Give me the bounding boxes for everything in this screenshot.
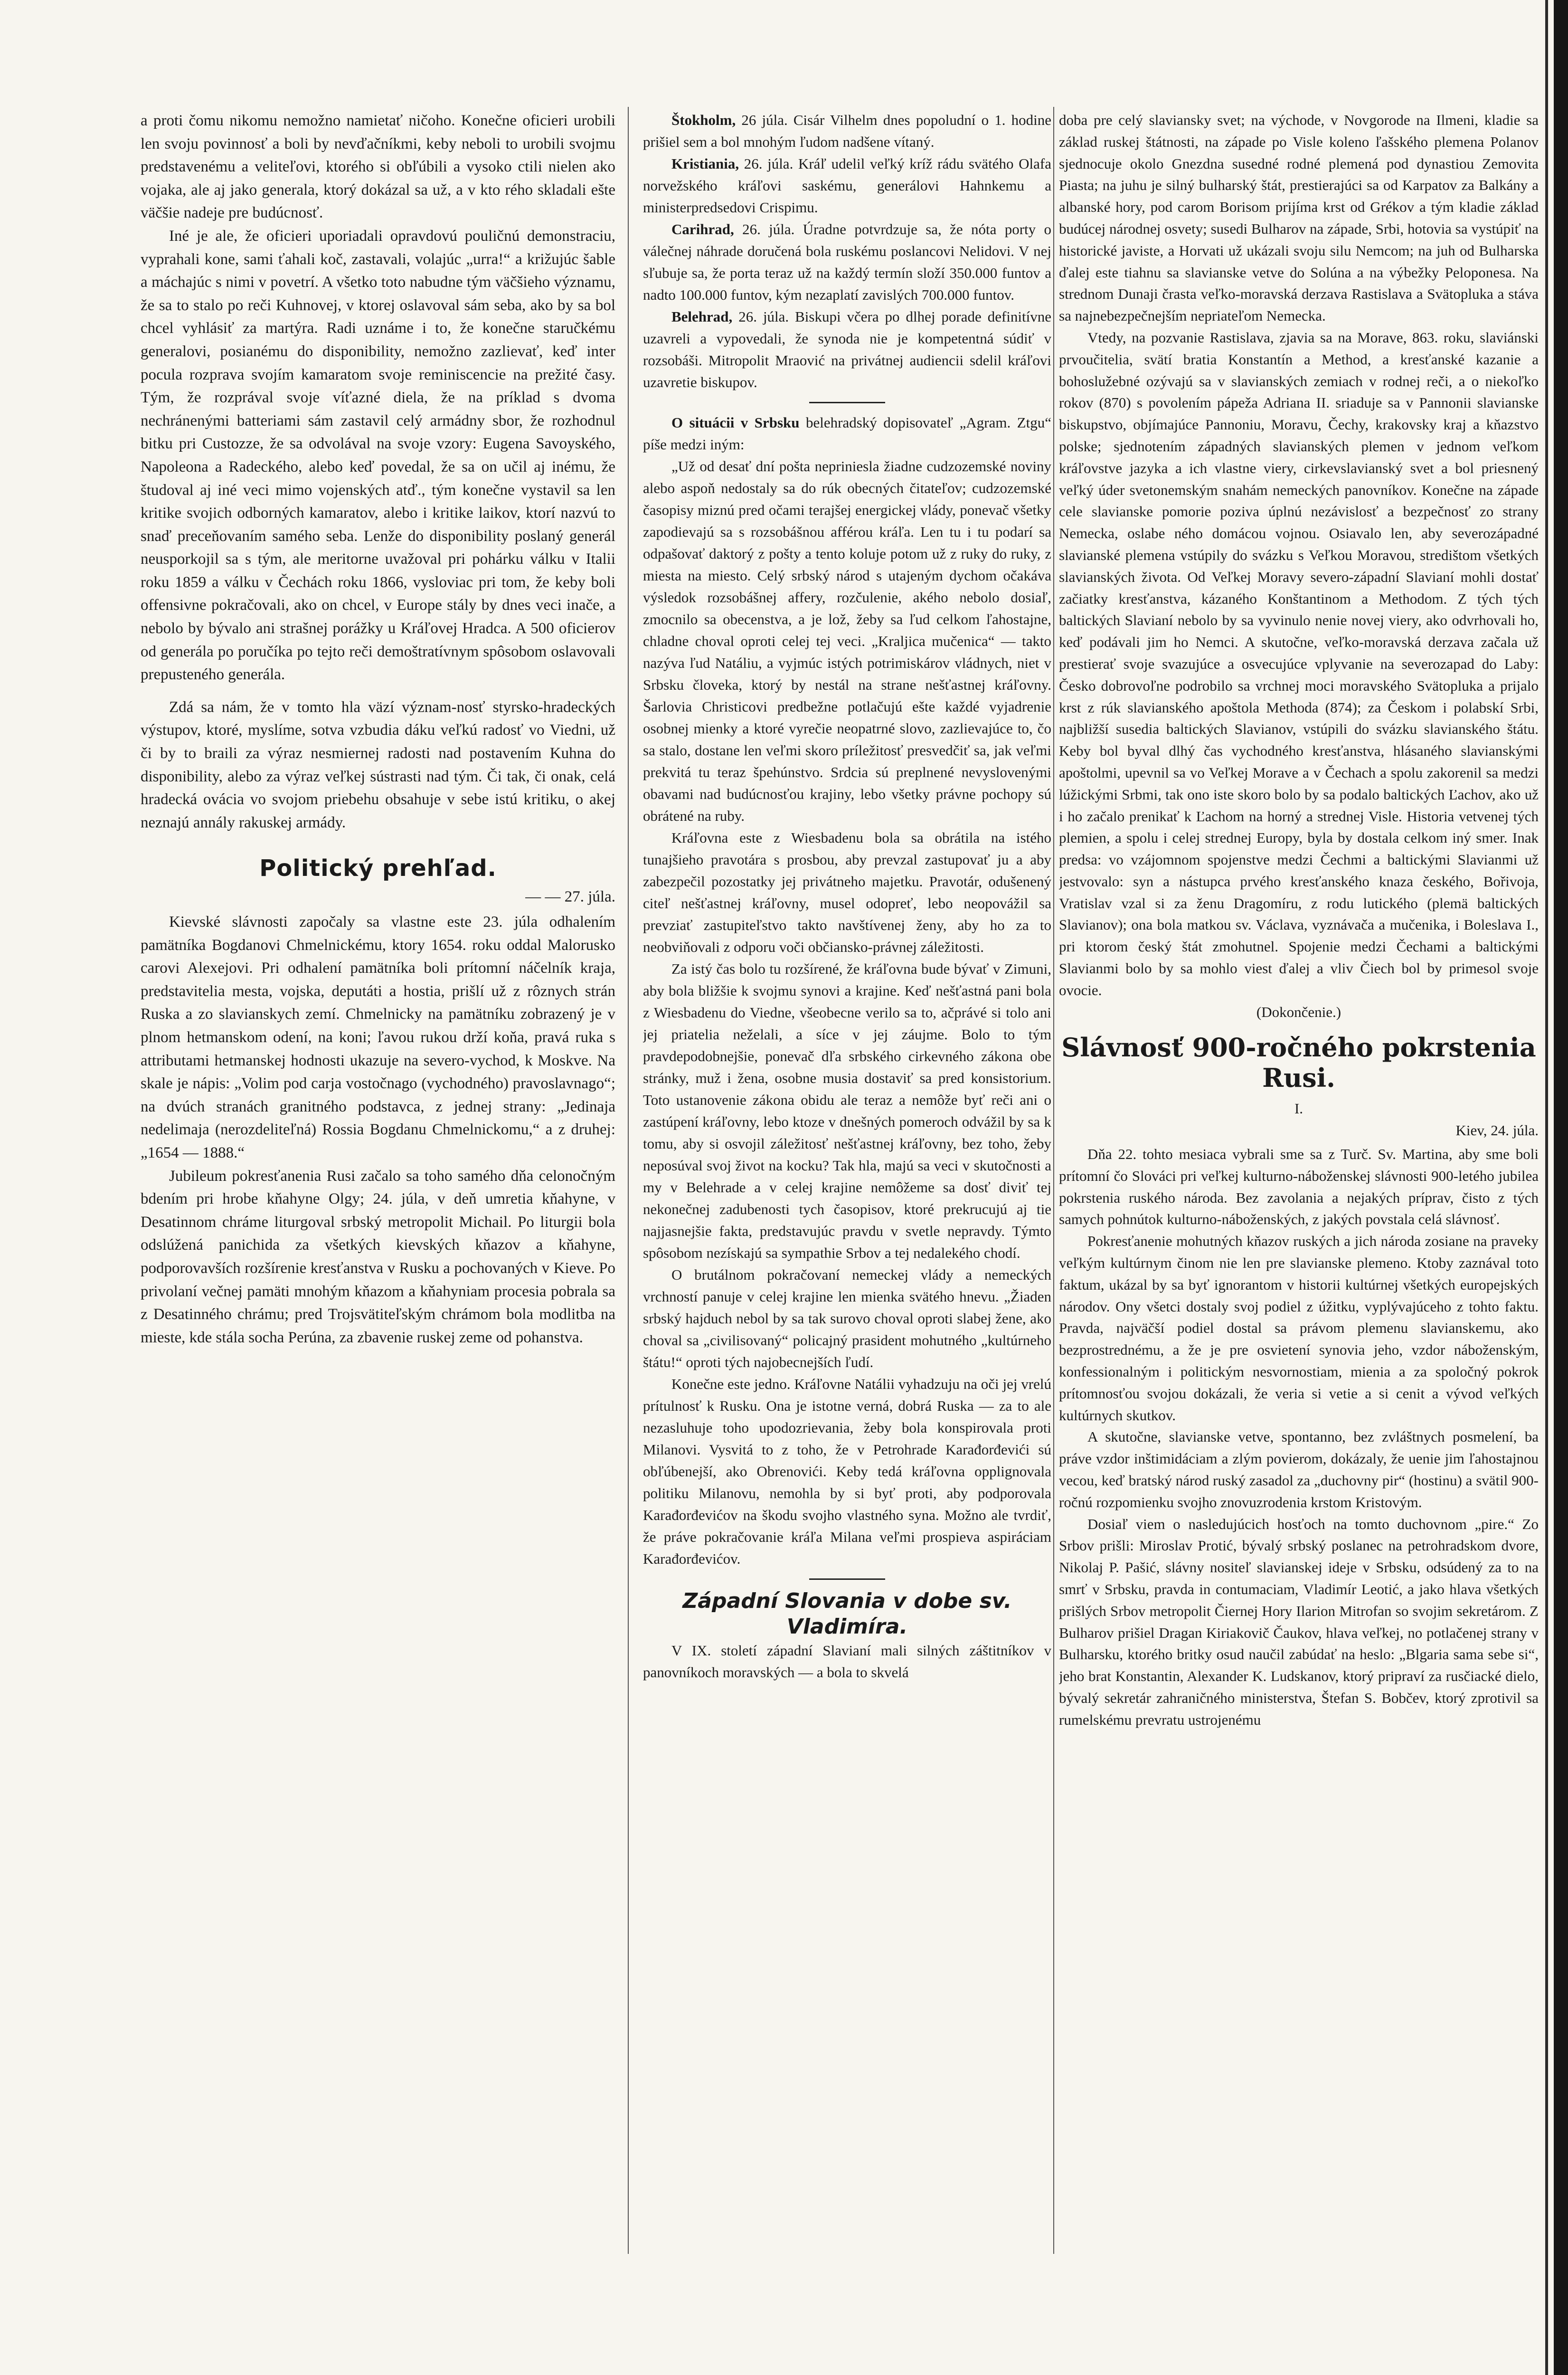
dateline: Kiev, 24. júla.: [1455, 1122, 1539, 1139]
divider: [809, 402, 885, 403]
article-lead: [643, 412, 1051, 456]
paragraph: Dňa 22. tohto mesiaca vybrali sme sa z Turč. Sv. Martina, aby sme boli prítomní čo Slováci pri veľkej kulturno-náboženskej slávnosti 900-letého jubilea pokrstenia ruského národa. Bez zavolania a nejakých príprav, čisto z tých samych pohnútok kulturno-náboženských, z jakých povstala celá slávnosť.: [1059, 1146, 1539, 1228]
paragraph: „Už od desať dní pošta nepriniesla žiadne cudzozemské noviny alebo aspoň nedostaly sa do rúk obecných čitateľov; cudzozemské časopisy miznú pred očami terajšej energickej vlády, ponevač všetky zapodievajú sa s rozsobášnou afférou kráľa. Len tu i tu podarí sa odpašovať daktorý z pošty a tento koluje potom už z ruky do ruky, z miesta na miesto. Celý srbský národ s utajeným dychom očakáva výsledok rozsobášnej affery, rozčulenie, akého nebolo dosiaľ, zmocnilo sa obecenstva, a je lož, žeby sa ľud celkom ľahostajne, chladne choval oproti celej tej veci. „Kraljica mučenica“ — takto nazýva ľud Natáliu, a vyjmúc istých potrimiskárov vládnych, niet v Srbsku človeka, ktorý by nestál na strane nešťastnej kráľovny. Šarlovia Christicovi predbežne potlačujú ešte každé vyjadrenie osobnej mienky a ktoré vyrečie neopatrné slovo, zazlievajúce to, čo sa stalo, dostane len veľmi skoro príležitosť presvedčiť sa, jak veľmi prekvitá tu teraz špehúnstvo. Srdcia sú preplnené nevyslovenými obavami nad budúcnosťou krajiny, lebo všetky právne pochopy sú obrátené na ruby.: [643, 458, 1051, 824]
news-place: Kristiania,: [671, 155, 739, 172]
continuation-note: (Dokončenie.): [1256, 1003, 1341, 1020]
column-2: [643, 109, 1051, 2351]
paragraph: doba pre celý slaviansky svet; na východe, v Novgorode na Ilmeni, kladie sa základ ruskej štátnosti, na západe po Visle koleno ľašského plemena Polanov sjednocuje okolo Gnezdna susedné rodné plemená pod dynastiou Zemovita Piasta; na juhu je silný bulharský štát, prestierajúci sa od Karpatov za Balkány a albanské hory, pod carom Borisom prijíma krst od Grékov a tým kladie základ budúcej národnej osvety; susedi Bulharov na západe, Srbi, hotovia sa vystúpiť na historické javiste, a Horvati už ukázali svoju silu Nemcom; na juh od Bulharska ďalej este tiahnu sa slavianske vetve do Solúna a na výbežky Peloponesa. Na strednom Dunaji črasta veľko-moravská derzava Rastislava a Svätopluka a stáva sa najnebezpečnejším nepriateľom Nemecka.: [1059, 112, 1539, 324]
news-item: [643, 306, 1051, 393]
column-rule-1: [628, 107, 629, 2254]
news-place: Belehrad,: [671, 308, 733, 325]
column-rule-2: [1053, 107, 1054, 2254]
column-1: [141, 109, 615, 2342]
news-text: 26. júla. Kráľ udelil veľký kríž rádu svätého Olafa norvežského kráľovi saskému, generálovi Hahnkemu a ministerpredsedovi Crispimu.: [643, 155, 1051, 216]
paragraph: a proti čomu nikomu nemožno namietať ničoho. Konečne oficieri urobili len svoju povinnosť a boli by nevďačníkmi, keby neboli to urobili svojmu predstavenému a veliteľovi, ktorého si obľúbili a vysoko ctili nielen ako vojaka, ale aj jako generala, ktorý dokázal sa už, a v kto rého skladali ešte väčšie nadeje pre budúcnosť.: [141, 112, 615, 222]
paragraph: Jubileum pokresťanenia Rusi začalo sa toho samého dňa celonočným bdením pri hrobe kňahyne Olgy; 24. júla, v deň umretia kňahyne, v Desatinnom chráme liturgoval srbský metropolit Michail. Po liturgii bola odslúžená panichida za všetkých kievských kňazov a kňahyne, podporovavších rozšírenie kresťanstva v Rusku a pochovaných v Kieve. Po privolaní večnej pamäti mnohým kňazom a kňahyniam procesia pobrala sa z Desatinného chrámu; pred Trojsvätiteľským chrámom bola modlitba na mieste, kde stála socha Perúna, za zbavenie ruskej zeme od pohanstva.: [141, 1167, 615, 1346]
paragraph: Kráľovna este z Wiesbadenu bola sa obrátila na istého tunajšieho pravotára s prosbou, aby prevzal zastupovať ju a aby zabezpečil pozostatky jej privátneho majetku. Pravotár, odušenený citeľ nešťastnej kráľovny, musel odopreť, lebo neopovážil sa prevziať zastupiteľstvo takto navštívenej ženy, aby ho za to neobviňovali z odporu voči občiansko-právnej záležitosti.: [643, 829, 1051, 955]
paragraph: A skutočne, slavianske vetve, spontanno, bez zvláštnych posmelení, ba práve vzdor inštimidáciam a zlým povierom, dokázaly, že uenie jim ľahostajnou vecou, keď bratský národ ruský zasadol za „duchovny pir“ (hostinu) a svätil 900-ročnú rozpomienku svojho znovuzrodenia krstom Kristovým.: [1059, 1428, 1539, 1510]
paragraph: O brutálnom pokračovaní nemeckej vlády a nemeckých vrchností panuje v celej krajine len mienka svätého hnevu. „Žiaden srbský hajduch nebol by sa tak surovo choval oproti slabej žene, ako choval sa „civilisovaný“ policajný prasident mohutného „kultúrneho štátu!“ oproti tých najobecnejších ľudí.: [643, 1266, 1051, 1370]
article-title: Západní Slovania v dobe sv. Vladimíra.: [682, 1589, 1012, 1639]
section-title: Politický prehľad.: [259, 855, 497, 882]
part-number: I.: [1294, 1100, 1304, 1117]
paragraph: Kievské slávnosti započaly sa vlastne este 23. júla odhalením pamätníka Bogdanovi Chmelnickému, ktory 1654. roku oddal Malorusko carovi Alexejovi. Pri odhalení pamätníka boli prítomní náčelník kraja, predstavitelia mesta, vojska, deputáti a hostia, prišlí už z rôznych strán Ruska a zo slavianskych zemí. Chmelnicky na pamätníku zobrazený je v plnom hetmanskom odení, na koni; ľavou rukou drží koňa, pravá ruka s attributami hetmanskej hodnosti ukazuje na severo-vychod, k Moskve. Na skale je nápis: „Volim pod carja vostočnago (vychodného) pravoslavnago“; na dvúch stranách granitného podstavca, z jednej strany: „Jedinaja nedelimaja (nerozdeliteľná) Rossia Bogdanu Chmelnickomu,“ a z druhej: „1654 — 1888.“: [141, 913, 615, 1161]
news-place: Carihrad,: [671, 221, 734, 238]
news-item: [643, 218, 1051, 306]
paragraph: Pokresťanenie mohutných kňazov ruských a jich národa zosiane na praveky veľkým kultúrnym činom nie len pre slavianske plemeno. Ktoby zaznával toto faktum, ukázal by sa byť ignorantom v historii kultúrnej všetkých europejských národov. Ony všetci dostaly svoj podiel z úžitku, vyplývajúceho z tohto faktu. Pravda, najväčší podiel dostal sa právom plemenu slavianskemu, ako bezprostrednému, a že je pre osvietení synovia jeho, vzdor náboženským, konfessionalným i politickým nesvornostiam, mienia a za spoločný pokrok prítomnosťou svojou dokázali, že veria si vetie a si cenit a vývod veľkých kultúrnych skutkov.: [1059, 1233, 1539, 1424]
paragraph: Konečne este jedno. Kráľovne Natálii vyhadzuju na oči jej vrelú prítulnosť k Rusku. Ona je istotne verná, dobrá Ruska — za to ale nezasluhuje toho upodozrievania, žeby bola konspirovala proti Milanovi. Vysvitá to z toho, že v Petrohrade Karađorđevići sú obľúbenejší, ako Obrenovići. Keby tedá kráľovna opplignovala politiku Milanovu, nemohla by si byť proti, aby podporovala Karađorđevićov na škodu svojho vlastného syna. Možno ale tvrdiť, že práve pokračovanie kráľa Milana veľmi prospieva aspiráciam Karađorđevićov.: [643, 1376, 1051, 1567]
divider: [809, 1578, 885, 1580]
news-item: [643, 153, 1051, 218]
news-text: 26. júla. Biskupi včera po dlhej porade definitívne uzavreli a vypovedali, že synoda nie je kompetentná súdiť v rozsobáši. Mitropolit Mraović na privátnej audiencii sdelil kráľovi uzavretie biskupov.: [643, 308, 1051, 390]
column-3: [1059, 109, 1539, 2342]
paragraph: Vtedy, na pozvanie Rastislava, zjavia sa na Morave, 863. roku, slaviánski prvoučitelia, svätí bratia Konstantín a Method, a kresťanské kazanie a bohoslužebné ozývajú sa v slavianských zemiach v rodnej reči, a o niekoľko rokov (870) s povolením pápeža Adriana II. sriaduje sa v Pannonii slavianske biskupstvo, objímajúce Pannoniu, Moravu, Čechy, krakovsky kraj a kňazstvo polske; sjednotením západných slavianských plemen v jednom veľkom kráľovstve jazyka a ich vlastne viery, cirkevslavianský svet a bol priesnený veľký úder svetonemským snahám nemeckých panovníkov. Konečne na západe cele slavianske pomorie poziva úplnú nezávislosť a bezpečnosť zo strany Nemecka, oslabe ného domácou vojnou. Osiavalo len, aby severozápadné slavianské plemena vstúpily do svázku s Veľkou Moravou, stredištom všetkých slavianských života. Od Veľkej Moravy severo-západní Slavianí mohli dostať začiatky kresťanstva, kázaného Konštantinom a Methodom. Z tých tých baltických Slavianí nebolo by sa vyvinulo nenie novej viery, ako odvrhovali ho, keď podávali jim ho Nemci. A skutočne, veľko-moravská derzava začala už prestierať svoje svazujúce a osvecujúce vplyvanie na severozapad do Laby: Česko dobrovoľne podrobilo sa vrchnej moci moravského Svätopluka a prijalo krst z rúk slavianského apoštola Methoda (874); za Českom i polabskí Srbi, najbližší susedia baltických Slavianov, vstúpili do svázku slavianského štátu. Keby bol byval dlhý čas vychodného kresťanstva, hlásaného slavianskými apoštolmi, upevnil sa vo Veľkej Morave a v Čechach a spolu zakorenil sa medzi lúžickými Srbmi, tak ono iste skoro bolo by sa podalo baltických Ľachov, ako už i ho začalo prenikať k Ľachom na horný a strednej Visle. Historia vetvenej tých plemien, a spolu i celej strednej Europy, byla by dostala celkom iný smer. Inak predsa: vo vzájomnom spojenstve medzi Čechmi a baltickými Slavianmi už jestvovalo: syn a nástupca prvého kresťanského knaza českého, Bořivoja, Vratislav vzal si za ženu Dragomíru, z rodu lutického (plemä baltických Slavianov); ona bola matkou sv. Václava, vyznávača a mučenika, i Boleslava I., pri ktorom český štát zmohutnel. Spojenie medzi Čechami a baltickými Slavianmi bolo by sa mohlo viest ďalej a vliv Čiech bol by primesol svoje ovocie.: [1059, 329, 1539, 998]
paragraph: Zdá sa nám, že v tomto hla väzí význam-nosť styrsko-hradeckých výstupov, ktoré, myslíme, sotva vzbudia dáku veľkú radosť vo Viedni, už či by to braili za výraz nesmiernej radosti nad postavením Kuhna do disponibility, alebo za výraz veľkej sústrasti nad tým. Či tak, či onak, celá hradecká ovácia vo svojom priebehu obsahuje v sebe istú kritiku, o akej neznajú annály rakuskej armády.: [141, 698, 615, 831]
dateline: — — 27. júla.: [525, 888, 615, 906]
paragraph: Iné je ale, že oficieri uporiadali opravdovú pouličnú demonstraciu, vyprahali kone, sami ťahali koč, zastavali, volajúc „urra!“ a križujúc šable a máchajúc s nimi v povetrí. A všetko toto nabudne tým väčšieho významu, že sa to stalo po reči Kuhnovej, v ktorej oslavoval sám seba, ako by sa bol chcel vyhlásiť za martýra. Radi uznáme i to, že konečne staručkému generalovi, posianému do disponibility, nemožno zazlievať, keď inter pocula rozprava svojím kamaratom svoje reminiscencie na prežité časy. Tým, že rozprával svoje víťazné diela, že na príklad s dvoma nechránenými batteriami sám zastavil celý armádny sbor, že rozhodnul bitku pri Custozze, že sa odvolával na svoje vzory: Eugena Savoyského, Napoleona a Radeckého, alebo keď povedal, že sa on učil aj inému, že študoval aj iné veci mimo vojenských atď., tým konečne vystavil sa len kritike svojich odborných kamaratov, alebo i kritike laikov, ktorí nazvú to snaď preceňovaním samého seba. Lenže do disponibility poslaný generál neusporkojil sa s tým, ale meritorne uvažoval pri pohárku válku v Italii roku 1859 a válku v Čechách roku 1866, vysloviac pri tom, že keby boli offensivne pokračovali, ako on chcel, v Europe stály by dnes veci inače, a nebolo by bývalo ani strašnej porážky u Kráľovej Hradca. A 500 oficierov od generála po poručíka po tejto reči demoštratívnym spôsobom oslavovali prepusteného generála.: [141, 227, 615, 684]
paragraph: Za istý čas bolo tu rozšírené, že kráľovna bude bývať v Zimuni, aby bola bližšie k svojmu synovi a krajine. Keď nešťastná pani bola z Wiesbadenu do Viedne, všeobecne verilo sa to, ačprávé si tolo ani jej priatelia neželali, a síce v jej záujme. Bolo to tým pravdepodobnejšie, ponevač dľa srbského cirkevného zákona obe stránky, muž i žena, osobne musia dostaviť sa pred konsistorium. Toto ustanovenie zákona obidu ale teraz a nemôže byť reči ani o zastúpení kráľovny, lebo ktoze v dnešných pomeroch odvážil by sa k tomu, aby si osvojil záležitosť nešťastnej kráľovny, bez toho, žeby neposúval svoj život na kocku? Tak hla, majú sa veci v skutočnosti a my v Belehrade a v celej krajine nemôžeme sa dosť diviť tej nekonečnej zadubenosti tych časopisov, ktoré prekrucujú aj tie najjasnejšie fakta, predstavujúc pravdu v svetle nepravdy. Týmto spôsobom nezískajú sa sympathie Srbov a tej nedalekého chodí.: [643, 960, 1051, 1261]
news-text: 26. júla. Úradne potvrdzuje sa, že nóta porty o válečnej náhrade doručená bola ruskému poslancovi Nelidovi. V nej sľubuje sa, že porta teraz už na každý termín složí 350.000 funtov a nadto 100.000 funtov, kým nezaplatí zavislých 700.000 funtov.: [643, 221, 1051, 303]
news-item: [643, 109, 1051, 153]
scan-edge: [1554, 0, 1568, 2375]
paragraph: Dosiaľ viem o nasledujúcich hosťoch na tomto duchovnom „pire.“ Zo Srbov prišli: Miroslav Protić, bývalý srbský poslanec na petrohradskom dvore, Nikolaj P. Pašić, slávny nositeľ slavianskej ideje v Srbsku, odsúdený za to na smrť v Srbsku, pravda in contumaciam, Vladimír Leotić, a jako hlava všetkých prišlých Srbov metropolit Čiernej Hory Ilarion Mitrofan so svojim sekretárom. Z Bulharov prišiel Dragan Kiriakovič Čaukov, hlava veľkej, no potlačenej strany v Bulharsku, ktorého britky osud naučil zabúdať na heslo: „Blgaria sama sebe si“, jeho brat Konstantin, Alexander K. Ludskanov, ktorý pripraví za rusčiacké dielo, bývalý sekretár zahraničného ministerstva, Štefan S. Bobčev, ktorý zprotivil sa rumelskému prevratu ustrojenému: [1059, 1515, 1539, 1728]
article-title: O situácii v Srbsku: [671, 414, 800, 431]
article-title: Slávnosť 900-ročného pokrstenia Rusi.: [1061, 1032, 1536, 1093]
article-lead-text: belehradský dopisovateľ „Agram. Ztgu“ píše medzi iným:: [643, 414, 1051, 453]
news-place: Štokholm,: [671, 112, 736, 128]
paragraph: V IX. století západní Slavianí mali silných záštitníkov v panovníkoch moravských — a bola to skvelá: [643, 1642, 1051, 1681]
scan-edge-line: [1545, 0, 1548, 2375]
news-text: 26 júla. Cisár Vilhelm dnes popoludní o 1. hodine prišiel sem a bol mnohým ľudom nadšene vítaný.: [643, 112, 1051, 150]
